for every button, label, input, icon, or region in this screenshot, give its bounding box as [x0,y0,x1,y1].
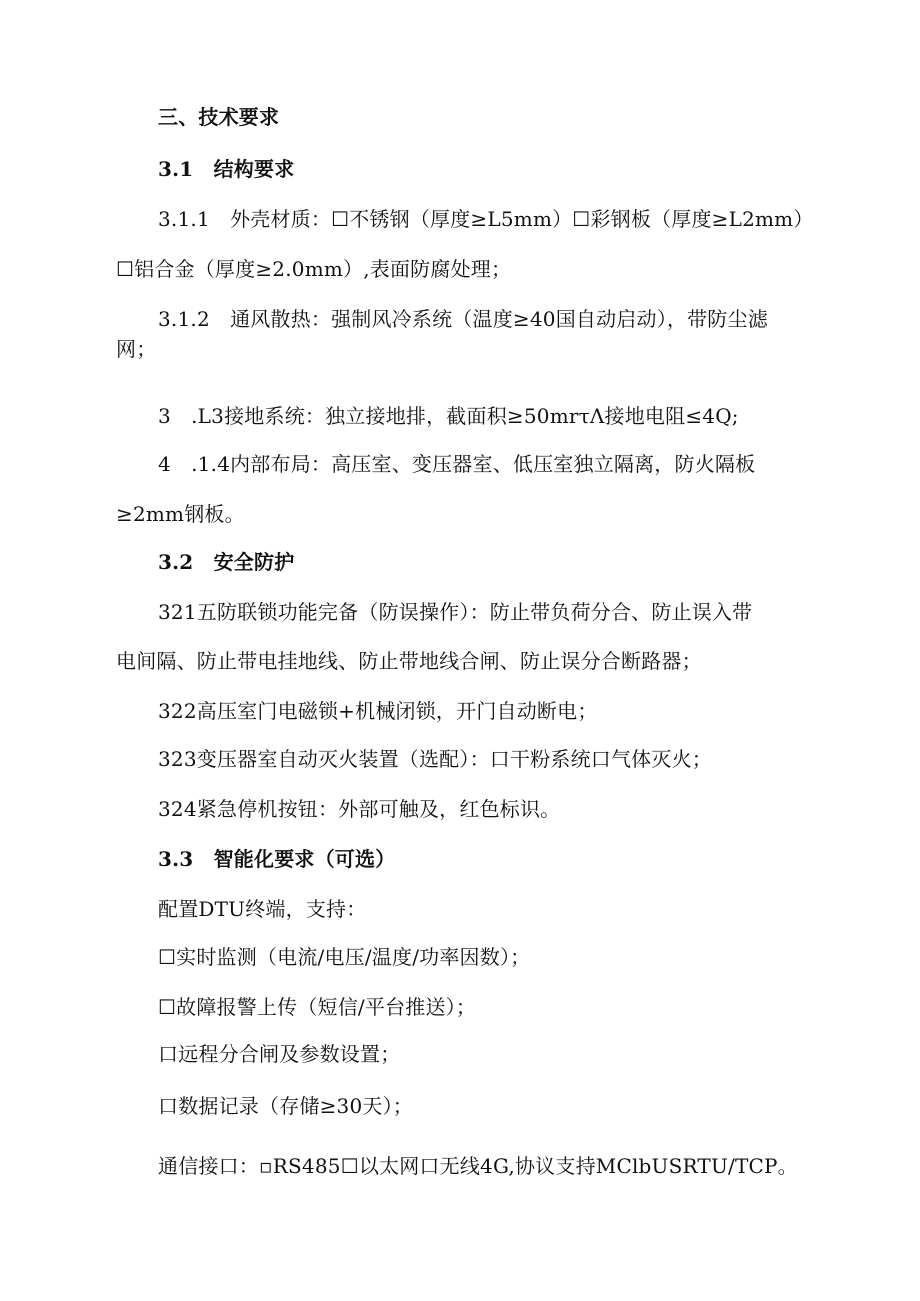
paragraph-line: 电间隔、防止带电挂地线、防止带地线合闸、防止误分合断路器； [116,649,702,673]
paragraph-line: 通信接口：▫RS485☐以太网口无线4G,协议支持MClbUSRTU/TCP。 [158,1154,798,1178]
paragraph-line: 口数据记录（存储≥30天）； [158,1094,414,1118]
heading-3-2: 3.2 安全防护 [158,550,295,574]
paragraph-line: 3.1.1 外壳材质：☐不锈钢（厚度≥L5mm）☐彩钢板（厚度≥L2mm） [158,207,814,231]
heading-3-3: 3.3 智能化要求（可选） [158,847,396,871]
paragraph-line: ☐故障报警上传（短信/平台推送）； [158,995,477,1019]
heading-3-1: 3.1 结构要求 [158,157,295,181]
paragraph-line: 4 .1.4内部布局：高压室、变压器室、低压室独立隔离，防火隔板 [158,452,756,476]
paragraph-line: 321五防联锁功能完备（防误操作）：防止带负荷分合、防止误入带 [158,600,753,624]
paragraph-line: ☐实时监测（电流/电压/温度/功率因数）； [158,945,531,969]
paragraph-line: 配置DTU终端，支持： [158,897,367,921]
paragraph-line: 3.1.2 通风散热：强制风冷系统（温度≥40国自动启动），带防尘滤 [158,307,768,331]
paragraph-line: 3 .L3接地系统：独立接地排，截面积≥50mrτΛ接地电阻≤4Q; [158,404,739,428]
paragraph-line: 322高压室门电磁锁+机械闭锁，开门自动断电； [158,699,598,723]
paragraph-line: 口远程分合闸及参数设置； [158,1042,401,1066]
paragraph-line: 324紧急停机按钮：外部可触及，红色标识。 [158,797,561,821]
paragraph-line: ☐铝合金（厚度≥2.0mm）,表面防腐处理； [116,257,512,281]
section-title: 三、技术要求 [158,105,280,129]
paragraph-line: 323变压器室自动灭火装置（选配）：口干粉系统口气体灭火； [158,747,712,771]
paragraph-line: ≥2mm钢板。 [116,502,245,526]
paragraph-line: 网； [116,337,157,361]
